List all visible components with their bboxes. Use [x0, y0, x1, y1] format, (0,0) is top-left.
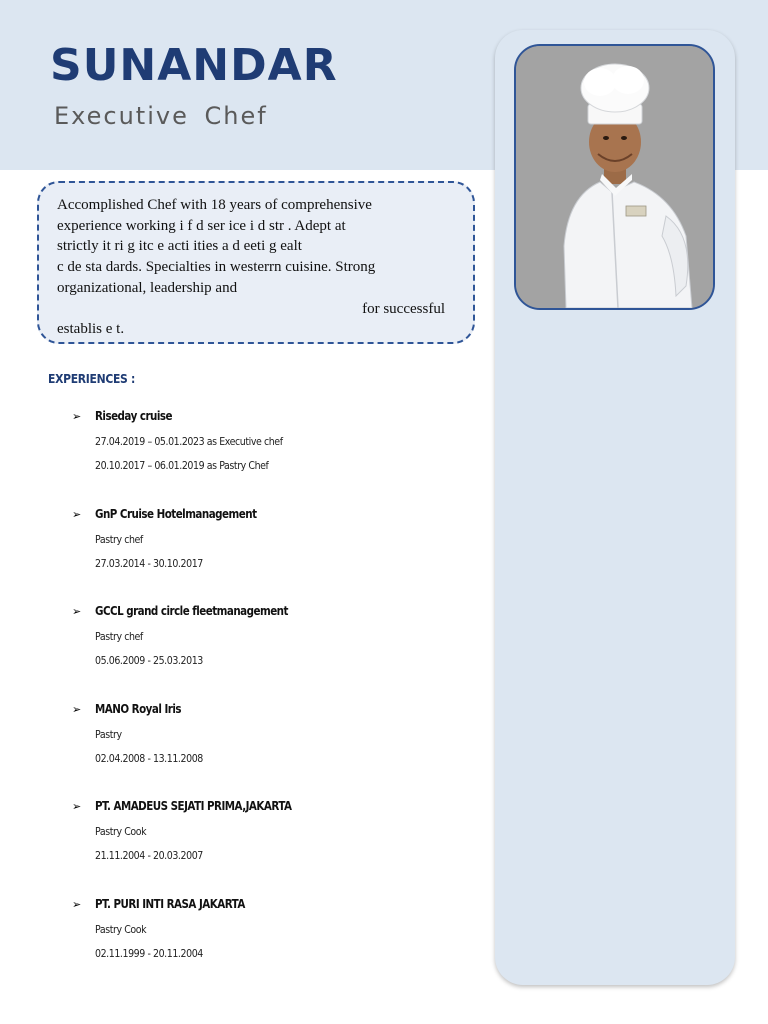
experience-position: Pastry Cook	[95, 825, 147, 838]
profile-summary	[37, 181, 475, 344]
experience-item	[72, 603, 472, 701]
profile-photo	[514, 44, 715, 310]
summary-line: c de sta dards. Specialties in westerrn cuisine. Strong	[57, 259, 376, 276]
company-name: MANO Royal Iris	[95, 701, 181, 716]
summary-line: for successful	[362, 300, 445, 317]
experience-list	[72, 408, 472, 993]
arrow-bullet-icon: ➢	[72, 605, 82, 618]
summary-line: establis e t.	[57, 321, 125, 338]
experience-dates: 02.11.1999 - 20.11.2004	[95, 946, 203, 960]
chef-portrait-icon	[516, 46, 713, 308]
company-name: GnP Cruise Hotelmanagement	[95, 506, 257, 521]
arrow-bullet-icon: ➢	[72, 702, 82, 716]
experience-dates: 27.03.2014 - 30.10.2017	[95, 556, 203, 570]
experience-item	[72, 896, 472, 994]
summary-text	[57, 195, 445, 340]
company-name: Riseday cruise	[95, 409, 172, 423]
experience-detail: 27.04.2019 – 05.01.2023 as Executive chef	[95, 435, 283, 448]
job-title: Executive Chef	[54, 102, 268, 130]
arrow-bullet-icon: ➢	[72, 507, 82, 521]
experience-item	[72, 701, 472, 799]
experience-dates: 02.04.2008 - 13.11.2008	[95, 751, 203, 765]
arrow-bullet-icon: ➢	[72, 897, 82, 911]
company-name: GCCL grand circle fleetmanagement	[95, 604, 288, 618]
experience-dates: 05.06.2009 - 25.03.2013	[95, 654, 203, 667]
experience-item	[72, 506, 472, 604]
experience-position: Pastry chef	[95, 532, 143, 546]
experience-position: Pastry chef	[95, 630, 143, 643]
experience-item	[72, 798, 472, 896]
experience-position: Pastry	[95, 727, 122, 741]
experience-dates: 21.11.2004 - 20.03.2007	[95, 849, 203, 862]
experience-position: Pastry Cook	[95, 922, 147, 936]
company-name: PT. AMADEUS SEJATI PRIMA,JAKARTA	[95, 799, 292, 813]
summary-line: Accomplished Chef with 18 years of comprehensive	[57, 197, 372, 213]
candidate-name: SUNANDAR	[50, 40, 338, 91]
company-name: PT. PURI INTI RASA JAKARTA	[95, 896, 245, 911]
arrow-bullet-icon: ➢	[72, 410, 82, 423]
experience-item	[72, 408, 472, 506]
summary-line: experience working i f d ser ice i d str . Adept at	[57, 217, 346, 234]
experiences-heading: EXPERIENCES :	[48, 372, 135, 386]
summary-line: organizational, leadership and	[57, 279, 238, 296]
summary-line: strictly it ri g itc e acti ities a d eeti g ealt	[57, 238, 302, 255]
arrow-bullet-icon: ➢	[72, 800, 82, 813]
experience-detail: 20.10.2017 – 06.01.2019 as Pastry Chef	[95, 459, 269, 472]
